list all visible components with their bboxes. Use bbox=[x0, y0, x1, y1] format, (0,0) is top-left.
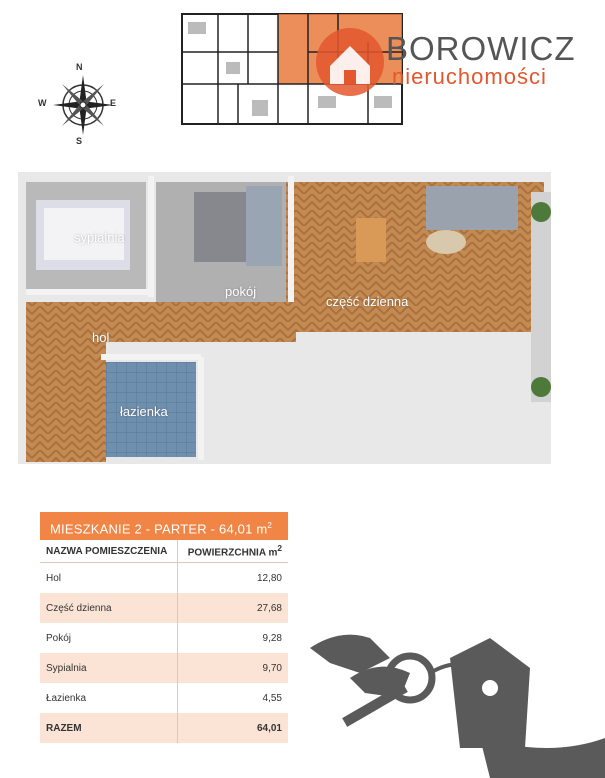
row-name: Część dzienna bbox=[40, 593, 178, 623]
floor-plan-drawing bbox=[16, 162, 551, 464]
table-row bbox=[40, 683, 288, 713]
compass-rose-icon bbox=[48, 70, 118, 140]
col-header-area-sup: 2 bbox=[277, 543, 282, 554]
table-row bbox=[40, 593, 288, 623]
table-title-text: MIESZKANIE 2 - PARTER - 64,01 m bbox=[50, 521, 268, 537]
apartment-floor-plan bbox=[16, 162, 551, 464]
room-label-pokoj: pokój bbox=[225, 284, 257, 299]
table-total-row bbox=[40, 713, 288, 743]
row-area: 27,68 bbox=[178, 593, 288, 623]
row-name: Sypialnia bbox=[40, 653, 178, 683]
compass-south: S bbox=[76, 136, 83, 146]
compass bbox=[38, 62, 126, 146]
total-label: RAZEM bbox=[40, 713, 178, 743]
logo-name: BOROWICZ bbox=[386, 30, 576, 67]
room-label-hol: hol bbox=[92, 330, 110, 345]
row-area: 4,55 bbox=[178, 683, 288, 713]
table-row bbox=[40, 623, 288, 653]
row-area: 9,70 bbox=[178, 653, 288, 683]
company-logo bbox=[308, 22, 598, 102]
col-header-area bbox=[178, 540, 288, 563]
row-area: 9,28 bbox=[178, 623, 288, 653]
compass-north: N bbox=[76, 62, 83, 72]
table-title-sup: 2 bbox=[267, 521, 273, 530]
area-table bbox=[40, 540, 288, 743]
row-name: Łazienka bbox=[46, 692, 87, 704]
table-header-row bbox=[40, 540, 288, 563]
house-logo-icon bbox=[308, 22, 392, 102]
logo-subtitle: nieruchomości bbox=[392, 64, 547, 89]
house-keys-icon bbox=[290, 618, 605, 778]
compass-west: W bbox=[38, 98, 47, 108]
table-row bbox=[40, 563, 288, 594]
room-label-sypialnia: sypialnia bbox=[74, 230, 125, 245]
row-name: Hol bbox=[46, 572, 62, 584]
total-area: 64,01 bbox=[178, 713, 288, 743]
table-row bbox=[40, 653, 288, 683]
room-label-czesc-dzienna: część dzienna bbox=[326, 294, 409, 309]
room-label-lazienka: łazienka bbox=[120, 404, 168, 419]
room-area-table bbox=[40, 512, 288, 743]
compass-east: E bbox=[110, 98, 117, 108]
row-area: 12,80 bbox=[178, 563, 288, 594]
row-name: Pokój bbox=[46, 632, 72, 644]
col-header-name: NAZWA POMIESZCZENIA bbox=[40, 540, 178, 563]
col-header-area-text: POWIERZCHNIA m bbox=[187, 547, 278, 559]
table-title bbox=[40, 512, 288, 540]
